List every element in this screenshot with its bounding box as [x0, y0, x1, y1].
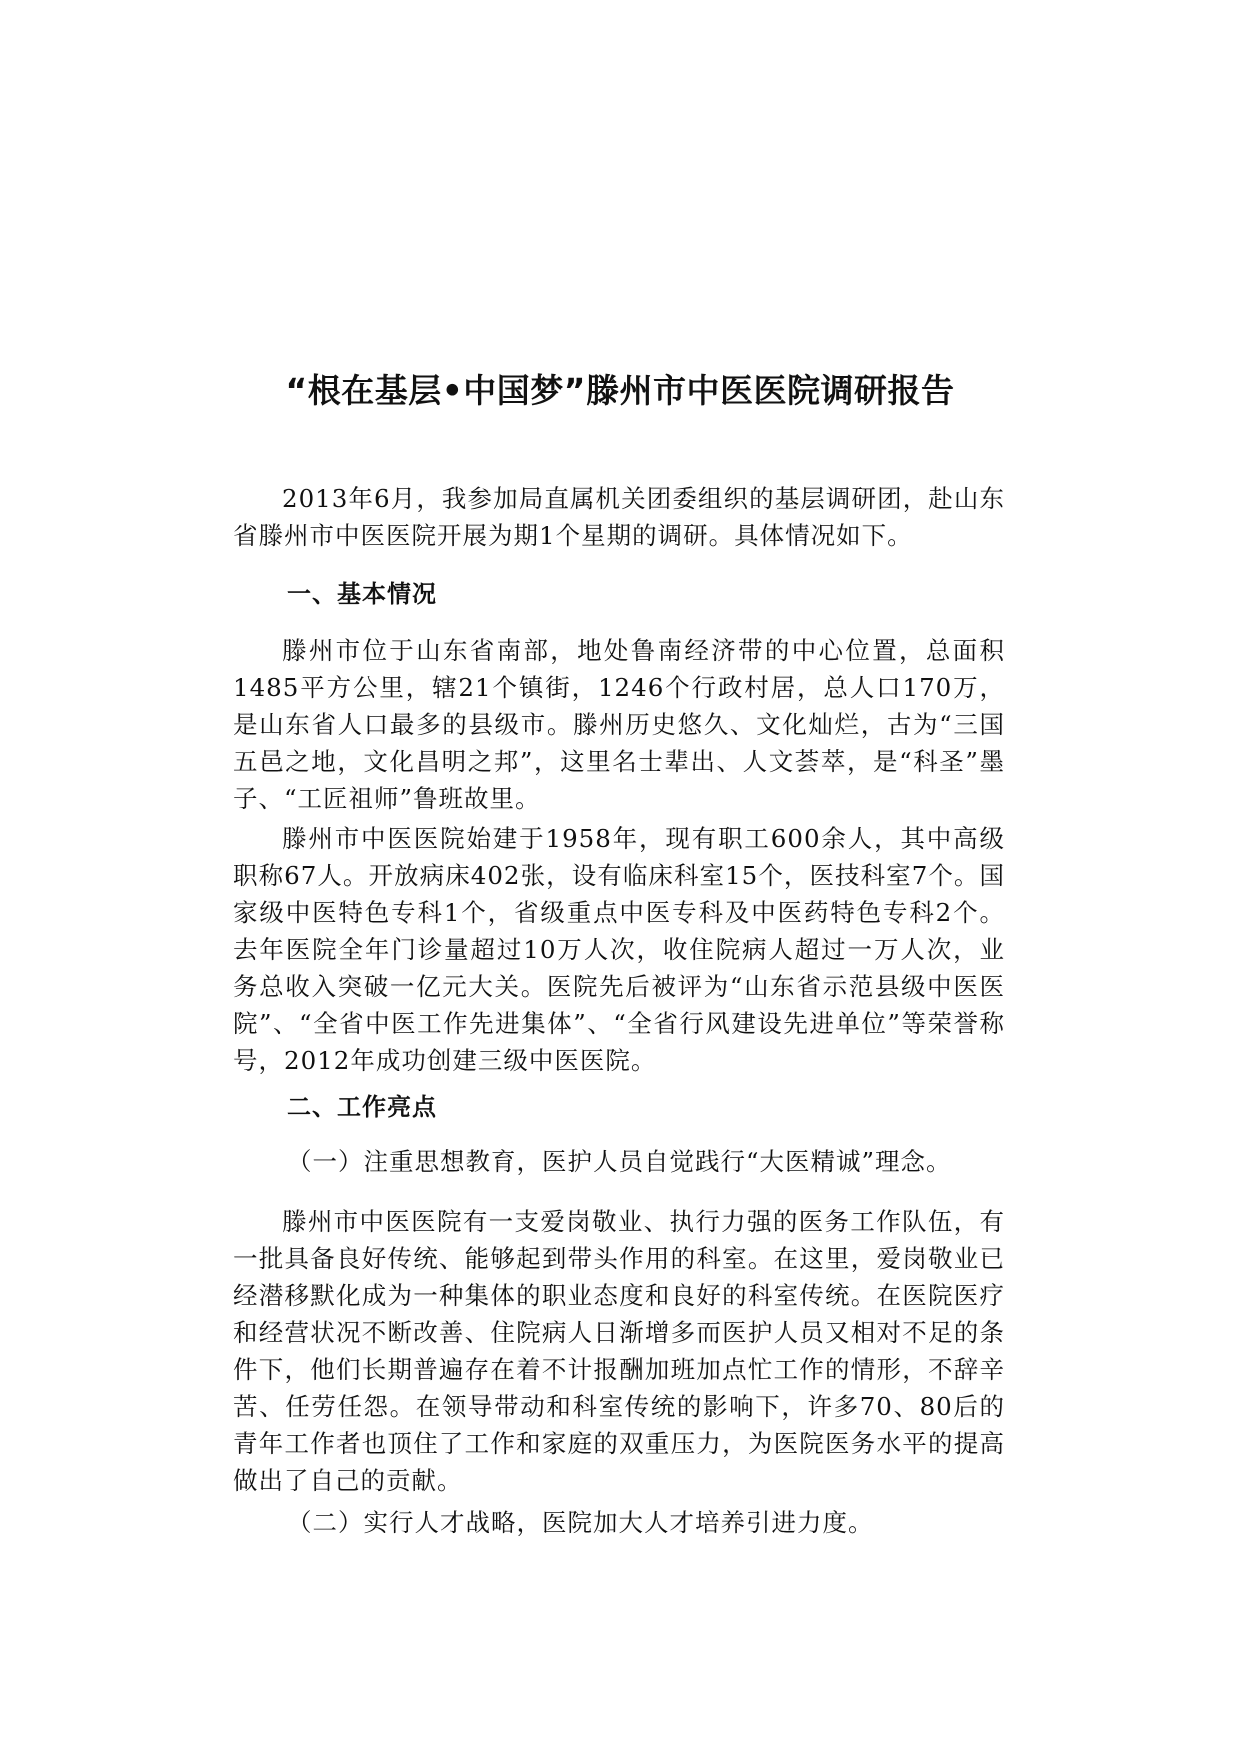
section-heading-highlights: 二、工作亮点	[287, 1093, 437, 1121]
paragraph-hospital-overview: 滕州市中医医院始建于1958年，现有职工600余人，其中高级职称67人。开放病床402张，设有临床科室15个，医技科室7个。国家级中医特色专科1个，省级重点中医专科及中医药特色专科2个。去年医院全年门诊量超过10万人次，收住院病人超过一万人次，业务总收入突破一亿元大关。医院先后被评为“山东省示范县级中医医院”、“全省中医工作先进集体”、“全省行风建设先进单位”等荣誉称号，2012年成功创建三级中医医院。	[233, 824, 1005, 1075]
document-title: “根在基层•中国梦”滕州市中医医院调研报告	[285, 371, 955, 410]
subsection-heading-education: （一）注重思想教育，医护人员自觉践行“大医精诚”理念。	[287, 1147, 952, 1176]
paragraph-tengzhou-overview: 滕州市位于山东省南部，地处鲁南经济带的中心位置，总面积1485平方公里，辖21个镇街，1246个行政村居，总人口170万，是山东省人口最多的县级市。滕州历史悠久、文化灿烂，古为“三国五邑之地，文化昌明之邦”，这里名士辈出、人文荟萃，是“科圣”墨子、“工匠祖师”鲁班故里。	[233, 636, 1005, 813]
subsection-heading-talent: （二）实行人才战略，医院加大人才培养引进力度。	[287, 1508, 874, 1537]
section-heading-basic-info: 一、基本情况	[287, 580, 437, 608]
paragraph-medical-team: 滕州市中医医院有一支爱岗敬业、执行力强的医务工作队伍，有一批具备良好传统、能够起到带头作用的科室。在这里，爱岗敬业已经潜移默化成为一种集体的职业态度和良好的科室传统。在医院医疗和经营状况不断改善、住院病人日渐增多而医护人员又相对不足的条件下，他们长期普遍存在着不计报酬加班加点忙工作的情形，不辞辛苦、任劳任怨。在领导带动和科室传统的影响下，许多70、80后的青年工作者也顶住了工作和家庭的双重压力，为医院医务水平的提高做出了自己的贡献。	[233, 1207, 1005, 1495]
intro-paragraph: 2013年6月，我参加局直属机关团委组织的基层调研团，赴山东省滕州市中医医院开展为期1个星期的调研。具体情况如下。	[233, 484, 1005, 550]
